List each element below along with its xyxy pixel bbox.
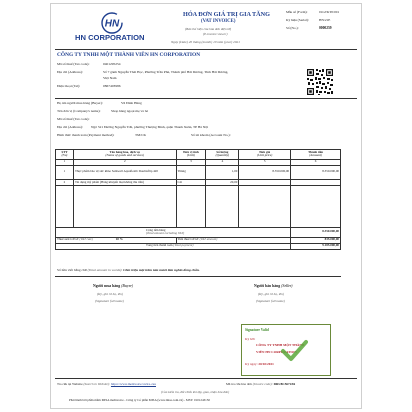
signature-company: CÔNG TY TNHH MỘT THÀNH (256, 343, 305, 347)
words-label-en: (Total amount in words) (87, 268, 122, 272)
words-label: Số tiền viết bằng chữ (57, 268, 87, 272)
buyer-value: Vũ Đình Hùng (121, 101, 142, 105)
table-row (56, 165, 341, 179)
row-price: 8.350.000,00 (239, 165, 291, 179)
seller-divider (55, 98, 357, 99)
seller-phone-label: Điện thoại (Tel): (57, 84, 81, 88)
buyer-sign-hint: (Ký, ghi rõ họ, tên) (97, 292, 123, 296)
buyer-sign-title: Người mua hàng (Buyer) (93, 284, 134, 288)
checkmark-icon (280, 339, 308, 368)
buyer-label: Họ tên người mua hàng (Buyer): (57, 101, 103, 105)
words-row: Số tiền viết bằng chữ (Total amount in words): Chín triệu một trăm tám mươi lăm nghìn đồng chẵn. (57, 268, 200, 272)
seller-address-value: Số 7 gành Nguyễn Thái Học, Phường Trần Phú, Thành phố Hải Dương, Tỉnh Hải Dương, (103, 70, 229, 74)
payment-label: Hình thức thanh toán (Payment method): (57, 133, 115, 137)
index-cell: 1 (56, 159, 74, 165)
subtotal-label: Cộng tiền hàng (146, 227, 166, 232)
index-cell: 4 (206, 159, 239, 165)
subtotal-label-en: (Total amount excluding VAT) (146, 231, 185, 236)
index-cell: 3 (176, 159, 206, 165)
invoice-subtitle: (VAT INVOICE) (201, 19, 236, 24)
table-empty-row (56, 185, 341, 227)
subtotal-value: 8.350.000,00 (291, 227, 341, 237)
vat-amount-label-en: (VAT amount) (199, 237, 218, 242)
invoice-date: Ngày (Date) 20 tháng (month) 10 năm (year) 2021 (171, 40, 240, 44)
company-value: Shop hàng ngoại mẹ và bé (111, 109, 149, 113)
vat-rate-value: 10 % (115, 237, 123, 242)
footer-note: (Cần kiểm tra, đối chiếu khi lập, giao, nhận hóa đơn) (161, 390, 230, 394)
signature-date-row: Ký ngày: 20/10/2021 (245, 362, 274, 366)
col-header-unit: Đơn vị tính (Unit) (176, 150, 206, 160)
seller-sign-hint: (Ký, ghi rõ họ, tên) (258, 292, 284, 296)
col-header-no: STT (No) (56, 150, 74, 160)
lookup-url-link[interactable]: https://www.meinvoice.vn/tra-cuu (110, 382, 156, 386)
row-qty: 20,00 (206, 179, 239, 185)
number-label: Số (No.): (286, 26, 299, 30)
account-label: Số tài khoản (Account No.): (191, 133, 231, 137)
col-header-price: Đơn giá (Unit price) (239, 150, 291, 160)
invoice-note: (Bản thể hiện của hóa đơn điện tử) (185, 27, 232, 31)
grand-total-value: 9.185.000,00 (291, 243, 341, 249)
grand-total-label-en: (Total payment) (173, 243, 194, 248)
seller-sign-hint-en: (Signature full name) (256, 299, 285, 303)
seller-sign-title: Người bán hàng (Seller) (254, 284, 293, 288)
buyer-sign-hint-en: (Signature full name) (95, 299, 124, 303)
table-header-row (56, 150, 341, 160)
row-qty: 1,00 (206, 165, 239, 179)
seller-address-value-2: Việt Nam (103, 76, 117, 80)
row-name: Tài dụng mỹ phẩm (Hàng khuyến mại không thu tiền) (73, 179, 176, 185)
col-header-name: Tên hàng hóa, dịch vụ (Name of goods and services) (73, 150, 176, 160)
subtotal-row (56, 227, 341, 237)
words-value: Chín triệu một trăm tám mươi lăm nghìn đồng chẵn. (123, 268, 200, 272)
row-no: 2 (56, 179, 74, 185)
col-header-qty: Số lượng (Quantity) (206, 150, 239, 160)
row-name: Thực phẩm bảo vệ sức khỏe Samwell Aquaflexib Doubleflip 420 (73, 165, 176, 179)
vat-amount-value: 835.000,00 (291, 237, 341, 243)
digital-signature-box (241, 324, 331, 376)
seller-tax-label: Mã số thuế (Tax code): (57, 62, 90, 66)
seller-tax-value: 0401295254 (103, 62, 121, 66)
hn-logo-mark (96, 12, 128, 34)
company-label: Tên đơn vị (Company's name): (57, 109, 101, 113)
signature-company-2: VIÊN HN CORPORATION (256, 350, 297, 354)
vat-rate-label-en: (VAT rate) (79, 237, 93, 242)
number-value: 0000259 (319, 26, 332, 30)
invoice-code-row: Mã tra cứu hóa đơn (Invoice code): DRU8C5672Z6 (226, 382, 296, 386)
invoice-title: HÓA ĐƠN GIÁ TRỊ GIA TĂNG (183, 11, 270, 18)
serial-label: Ký hiệu (Serial): (286, 18, 309, 22)
buyer-tax-label: Mã số thuế (Tax code): (57, 117, 90, 121)
serial-value: HN/21E (319, 18, 331, 22)
seller-address-label: Địa chỉ (Address): (57, 70, 83, 74)
buyer-address-value: Ngõ 521 Đường Nguyễn Trãi, phường Thượng Đình, quận Thanh Xuân, TP Hà Nội (91, 125, 209, 129)
row-unit: Thùng (176, 165, 206, 179)
items-table (55, 149, 341, 250)
vat-amount-label: Tiền thuế GTGT (177, 237, 199, 242)
header-divider (55, 49, 357, 50)
invoice-code-value: DRU8C5672Z6 (273, 382, 296, 386)
index-cell: 6 (291, 159, 341, 165)
form-value: 01GTKT0/001 (319, 10, 340, 14)
qr-code (306, 68, 334, 96)
seller-phone-value: 0867403986 (103, 84, 121, 88)
vat-rate-label: Thuế suất GTGT (57, 237, 79, 242)
payment-value: TM/CK (135, 133, 147, 137)
footer-provider: Phát hành bởi phần mềm MISA meInvoice - Công ty Cổ phần MISA (www.misa.com.vn) - MST: 0101243150 (69, 398, 210, 402)
row-amount: 8.350.000,00 (291, 165, 341, 179)
index-cell: 5 (239, 159, 291, 165)
index-cell: 2 (73, 159, 176, 165)
invoice-note-en: (E-invoice viewer) (203, 32, 228, 36)
grand-total-label: Tổng tiền thanh toán (146, 243, 173, 248)
seller-name: CÔNG TY TNHH MỘT THÀNH VIÊN HN CORPORATION (57, 52, 201, 58)
footer-divider (55, 378, 357, 379)
form-label: Mẫu số (Form): (286, 10, 308, 14)
row-no: 1 (56, 165, 74, 179)
signature-valid-title: Signature Valid (245, 328, 269, 332)
grand-total-row (56, 243, 341, 249)
buyer-address-label: Địa chỉ (Address): (57, 125, 83, 129)
row-unit: Cái (176, 179, 206, 185)
words-divider (55, 276, 341, 277)
svg-text:HN: HN (104, 18, 120, 30)
invoice-sheet (50, 3, 362, 409)
col-header-amount: Thành tiền (Amount) (291, 150, 341, 160)
signature-by-label: Ký bởi: (245, 337, 256, 341)
logo-text: HN CORPORATION (75, 33, 145, 42)
lookup-row: Tra cứu tại Website (Search in Website): https://www.meinvoice.vn/tra-cuu (57, 382, 156, 386)
